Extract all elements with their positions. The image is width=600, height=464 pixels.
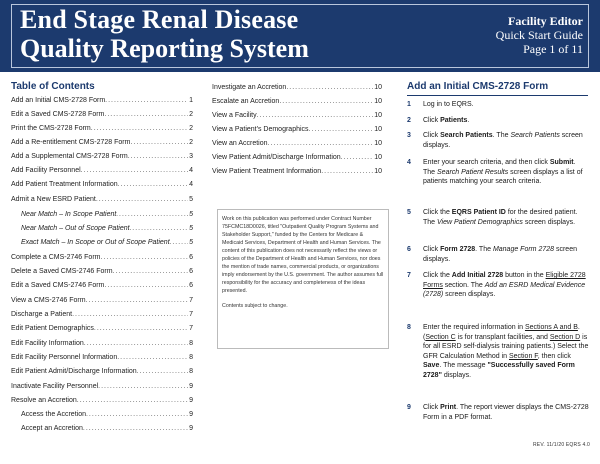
toc-entry-label: Add Patient Treatment Information	[11, 181, 118, 188]
toc-leader-dots	[96, 195, 188, 205]
toc-entry[interactable]	[11, 267, 193, 277]
toc-entry-page: 4	[189, 181, 193, 188]
toc-entry[interactable]	[11, 166, 193, 176]
toc-entry[interactable]	[11, 310, 193, 320]
toc-entry-label: Escalate an Accretion	[212, 98, 280, 105]
toc-leader-dots	[137, 367, 188, 377]
guide-type: Quick Start Guide	[495, 28, 583, 42]
toc-leader-dots	[86, 410, 188, 420]
title-line-2: Quality Reporting System	[20, 34, 309, 63]
toc-leader-dots	[130, 224, 189, 234]
toc-entry[interactable]	[212, 111, 382, 121]
toc-leader-dots	[130, 138, 188, 148]
toc-leader-dots	[94, 324, 188, 334]
toc-entry[interactable]	[11, 138, 193, 148]
toc-leader-dots	[170, 238, 188, 248]
toc-entry-label: Print the CMS-2728 Form	[11, 125, 91, 132]
step-number: 1	[407, 101, 411, 108]
toc-entry-page: 6	[189, 268, 193, 275]
toc-entry[interactable]	[11, 281, 193, 291]
toc-leader-dots	[116, 210, 188, 220]
toc-entry[interactable]	[11, 367, 193, 377]
contract-notice	[217, 209, 389, 349]
toc-entry-label: Add a Re-entitlement CMS-2728 Form	[11, 139, 131, 146]
toc-entry-label: Complete a CMS-2746 Form	[11, 254, 101, 261]
step-text: Enter your search criteria, and then click Submit. The Search Patient Results screen displays a list of patients matching your search criteria.	[423, 159, 583, 185]
toc-leader-dots	[257, 111, 374, 121]
toc-entry[interactable]	[11, 339, 193, 349]
toc-entry-label: Resolve an Accretion	[11, 397, 77, 404]
header-meta	[496, 14, 583, 56]
toc-entry-page: 5	[189, 196, 193, 203]
toc-entry[interactable]	[11, 210, 193, 220]
toc-entry-page: 5	[189, 211, 193, 218]
toc-entry-page: 9	[189, 383, 193, 390]
toc-entry[interactable]	[11, 96, 193, 106]
toc-entry-label: Access the Accretion	[21, 411, 86, 418]
guide-subtitle: Facility Editor	[508, 14, 583, 28]
step-number: 5	[407, 209, 411, 216]
toc-entry[interactable]	[11, 296, 193, 306]
step-text: Enter the required information in Sections A and B. (Section C is for transplant facilities, and Section D is for all ESRD self-dialysis training patients.) Select the GFR Calculation Method in Section F, then click Save. The message "Successfully saved Form 2728" displays.	[423, 324, 589, 379]
toc-leader-dots	[104, 281, 188, 291]
step-text: Click Print. The report viewer displays the CMS-2728 Form in a PDF format.	[423, 404, 589, 421]
toc-entry-label: View Patient Admit/Discharge Information	[212, 154, 341, 161]
toc-entry[interactable]	[11, 424, 193, 434]
toc-entry-label: Edit a Saved CMS-2728 Form	[11, 111, 105, 118]
toc-entry[interactable]	[11, 382, 193, 392]
toc-leader-dots	[309, 125, 374, 135]
toc-entry-label: Investigate an Accretion	[212, 84, 287, 91]
toc-entry-page: 10	[374, 112, 382, 119]
section-title: Add an Initial CMS-2728 Form	[407, 81, 549, 92]
toc-entry-page: 10	[374, 126, 382, 133]
toc-entry-label: Exact Match – In Scope or Out of Scope Patient	[21, 239, 170, 246]
toc-leader-dots	[83, 424, 188, 434]
step-text: Click Patients.	[423, 117, 470, 124]
toc-entry-page: 7	[189, 325, 193, 332]
toc-leader-dots	[91, 124, 188, 134]
toc-leader-dots	[341, 153, 374, 163]
toc-entry-label: Edit Facility Personnel Information	[11, 354, 118, 361]
toc-entry-label: Add an Initial CMS-2728 Form	[11, 97, 106, 104]
toc-entry-label: View a CMS-2746 Form	[11, 297, 86, 304]
step-text: Click Search Patients. The Search Patients screen displays.	[423, 132, 583, 149]
toc-leader-dots	[77, 396, 188, 406]
toc-leader-dots	[81, 166, 188, 176]
toc-entry-page: 1	[189, 97, 193, 104]
toc-entry-label: Admit a New ESRD Patient	[11, 196, 96, 203]
toc-leader-dots	[113, 267, 189, 277]
toc-leader-dots	[100, 253, 188, 263]
step-text: Click the EQRS Patient ID for the desired patient. The View Patient Demographics screen displays.	[423, 209, 578, 226]
toc-leader-dots	[118, 180, 188, 190]
toc-leader-dots	[105, 96, 188, 106]
toc-entry-label: View an Accretion	[212, 140, 268, 147]
toc-entry-page: 10	[374, 98, 382, 105]
toc-entry[interactable]	[11, 353, 193, 363]
toc-entry[interactable]	[11, 238, 193, 248]
toc-entry-label: Accept an Accretion	[21, 425, 83, 432]
toc-entry-label: Add Facility Personnel	[11, 167, 81, 174]
toc-entry-page: 5	[189, 239, 193, 246]
toc-entry-page: 3	[189, 153, 193, 160]
toc-entry[interactable]	[11, 180, 193, 190]
toc-entry-page: 8	[189, 354, 193, 361]
toc-leader-dots	[84, 339, 188, 349]
toc-entry-page: 9	[189, 397, 193, 404]
toc-entry[interactable]	[212, 167, 382, 177]
toc-entry-page: 8	[189, 368, 193, 375]
notice-text: Work on this publication was performed under Contract Number 75FCMC18D0026, titled "Outpatient Quality Program Systems and Stakeholder Support," funded by the Centers for Medicare & Medicaid Services, Department of Health and Human Services. The content of this publication does not necessarily reflect the views or policies of the Department of Health and Human Services, nor does the mention of trade names, commercial products, or organizations imply endorsement by the U.S. government. The author assumes full responsibility for the accuracy and completeness of the ideas presented.	[222, 216, 384, 294]
toc-entry-page: 4	[189, 167, 193, 174]
toc-entry-page: 10	[374, 140, 382, 147]
toc-entry[interactable]	[11, 224, 193, 234]
step-number: 7	[407, 272, 411, 279]
toc-entry-page: 6	[189, 254, 193, 261]
toc-entry[interactable]	[11, 110, 193, 120]
toc-entry-page: 2	[189, 125, 193, 132]
toc-entry[interactable]	[11, 410, 193, 420]
toc-leader-dots	[279, 97, 373, 107]
toc-entry[interactable]	[11, 195, 193, 205]
title-line-1: End Stage Renal Disease	[20, 5, 299, 34]
toc-entry-label: View a Facility	[212, 112, 257, 119]
toc-entry-label: Delete a Saved CMS-2746 Form	[11, 268, 113, 275]
toc-leader-dots	[286, 83, 373, 93]
toc-leader-dots	[86, 296, 189, 306]
toc-leader-dots	[117, 353, 188, 363]
toc-entry-label: Edit Patient Demographics	[11, 325, 94, 332]
toc-entry-page: 7	[189, 311, 193, 318]
toc-entry-page: 6	[189, 282, 193, 289]
step-number: 6	[407, 246, 411, 253]
revision-footer: REV. 11/1/20 EQRS 4.0	[532, 442, 590, 448]
toc-entry-page: 10	[374, 84, 382, 91]
toc-entry[interactable]	[212, 139, 382, 149]
toc-entry-page: 7	[189, 297, 193, 304]
step-text: Click Form 2728. The Manage Form 2728 screen displays.	[423, 246, 577, 263]
toc-entry-page: 10	[374, 168, 382, 175]
toc-entry-label: Near Match – In Scope Patient	[21, 211, 117, 218]
toc-entry-page: 2	[189, 111, 193, 118]
section-divider	[407, 95, 588, 96]
toc-entry[interactable]	[212, 97, 382, 107]
step-number: 2	[407, 117, 411, 124]
toc-entry-page: 9	[189, 425, 193, 432]
toc-entry-page: 5	[189, 225, 193, 232]
toc-entry-page: 8	[189, 340, 193, 347]
toc-entry[interactable]	[212, 125, 382, 135]
toc-leader-dots	[72, 310, 188, 320]
toc-entry-label: Near Match – Out of Scope Patient	[21, 225, 130, 232]
toc-entry[interactable]	[212, 83, 382, 93]
toc-entry-page: 2	[189, 139, 193, 146]
step-number: 8	[407, 324, 411, 331]
toc-entry[interactable]	[11, 324, 193, 334]
toc-leader-dots	[321, 167, 373, 177]
step-number: 9	[407, 404, 411, 411]
toc-entry-label: Edit a Saved CMS-2746 Form	[11, 282, 105, 289]
page-indicator: Page 1 of 11	[523, 42, 583, 56]
toc-leader-dots	[128, 152, 188, 162]
toc-entry-label: Edit Facility Information	[11, 340, 84, 347]
toc-entry[interactable]	[11, 152, 193, 162]
toc-entry[interactable]	[11, 253, 193, 263]
step-text: Log in to EQRS.	[423, 101, 474, 108]
toc-entry-label: Discharge a Patient	[11, 311, 73, 318]
toc-entry[interactable]	[11, 124, 193, 134]
toc-entry-label: Inactivate Facility Personnel	[11, 383, 99, 390]
toc-entry-label: View a Patient's Demographics	[212, 126, 309, 133]
step-number: 4	[407, 159, 411, 166]
step-text: Click the Add Initial 2728 button in the Eligible 2728 Forms section. The Add an ESRD Medical Evidence (2728) screen displays.	[423, 272, 586, 298]
toc-leader-dots	[98, 382, 188, 392]
toc-entry-label: Add a Supplemental CMS-2728 Form	[11, 153, 128, 160]
toc-entry-page: 10	[374, 154, 382, 161]
notice-change: Contents subject to change.	[222, 303, 288, 309]
toc-heading: Table of Contents	[11, 81, 95, 92]
step-number: 3	[407, 132, 411, 139]
toc-entry-page: 9	[189, 411, 193, 418]
toc-entry[interactable]	[212, 153, 382, 163]
toc-entry[interactable]	[11, 396, 193, 406]
toc-leader-dots	[268, 139, 374, 149]
toc-leader-dots	[104, 110, 188, 120]
header-banner	[0, 0, 600, 72]
toc-entry-label: Edit Patient Admit/Discharge Information	[11, 368, 137, 375]
toc-entry-label: View Patient Treatment Information	[212, 168, 322, 175]
